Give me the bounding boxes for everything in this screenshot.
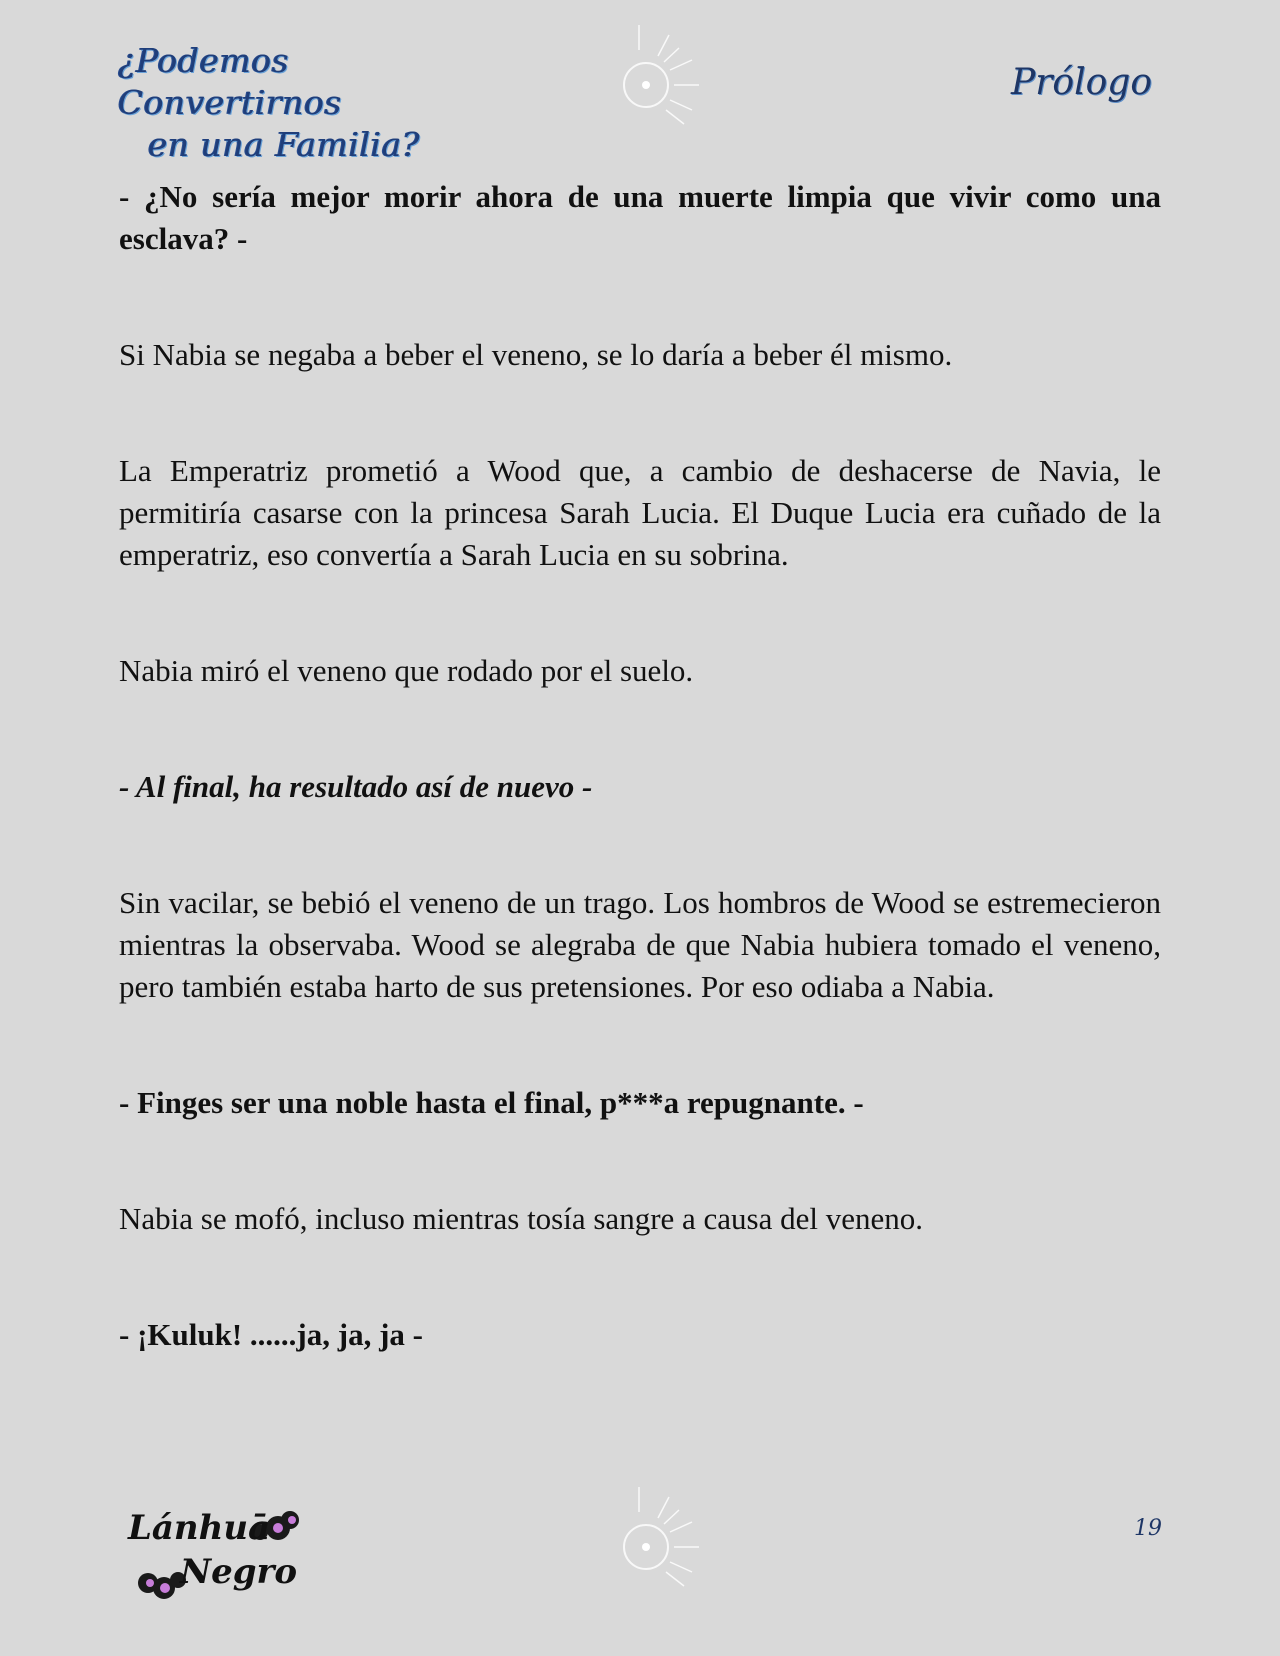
dialogue-line: - Al final, ha resultado así de nuevo -	[119, 769, 593, 804]
narrative-paragraph: Nabia miró el veneno que rodado por el suelo.	[119, 653, 694, 688]
dialogue-line: - ¡Kuluk! ......ja, ja, ja -	[119, 1317, 423, 1352]
book-title-line1: ¿Podemos Convertirnos	[118, 41, 342, 122]
chapter-title: Prólogo	[1010, 62, 1152, 103]
narrative-paragraph: Sin vacilar, se bebió el veneno de un trago. Los hombros de Wood se estremecieron mientras la observaba. Wood se alegraba de que Nabia hubiera tomado el veneno, pero también estaba harto de sus pretensiones. Por eso odiaba a Nabia.	[119, 885, 1161, 1004]
moon-emblem-icon	[574, 20, 704, 150]
narrative-paragraph: Si Nabia se negaba a beber el veneno, se lo daría a beber él mismo.	[119, 337, 953, 372]
book-title-line2: en una Familia?	[148, 125, 421, 164]
logo-line1: Lánhuā	[128, 1508, 271, 1548]
page-header	[0, 0, 1280, 170]
page-number: 19	[1134, 1516, 1162, 1541]
dialogue-line: - ¿No sería mejor morir ahora de una muerte limpia que vivir como una esclava? -	[119, 179, 1161, 256]
moon-emblem-icon	[574, 1482, 704, 1612]
page-body	[119, 176, 1161, 1356]
dialogue-line: - Finges ser una noble hasta el final, p***a repugnante. -	[119, 1085, 864, 1120]
logo-line2: Negro	[180, 1552, 298, 1592]
narrative-paragraph: La Emperatriz prometió a Wood que, a cambio de deshacerse de Navia, le permitiría casarse con la princesa Sarah Lucia. El Duque Lucia era cuñado de la emperatriz, eso convertía a Sarah Lucia en su sobrina.	[119, 453, 1161, 572]
publisher-logo	[128, 1508, 328, 1608]
narrative-paragraph: Nabia se mofó, incluso mientras tosía sangre a causa del veneno.	[119, 1201, 924, 1236]
book-title	[118, 40, 438, 166]
